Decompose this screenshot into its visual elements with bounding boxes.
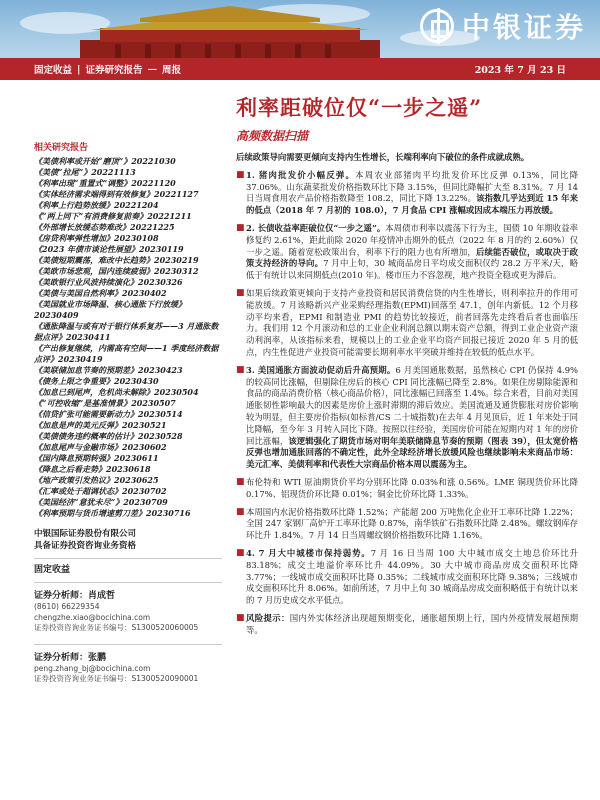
summary-intro: 后续政策导向需要更倾向支持内生性增长，长端利率向下破位的条件成就成熟。 bbox=[236, 152, 530, 162]
report-category: 固定收益 bbox=[34, 65, 73, 76]
item-text: 7 月 16 日当周 100 大中城市成交土地总价环比升 83.18%；成交土地溢价率环比升 44.09%。30 大中城市商品房成交面积环比降 3.77%；一线城市成交面积环比降 0.35%；二线城市成交面积环比降 9.38%；三线城市成交面积环比升 8.06%。如前所述，7 月中上旬 30 城商品房成交面积略低于有统计以来的 7 月历史成交水平低点。 bbox=[246, 547, 579, 606]
item-emphasis: 该逻辑强化了期货市场对明年美联储降息节奏的预期（图表 39），但太宽价格反弹也增加通胀回落的不确定性，此外全球经济增长放缓风险也继续影响未来商品市场：美元汇率、美债利率和代表性大宗商品价格本周以震荡为主。 bbox=[246, 435, 579, 470]
related-reports-list bbox=[34, 156, 222, 519]
analyst-block-1 bbox=[34, 591, 222, 634]
summary-items bbox=[236, 170, 578, 637]
related-report-link[interactable]: 《美国就业市场降温、核心通胀下行放缓》20230409 bbox=[34, 299, 186, 320]
related-report-link[interactable]: 《“两上同下”有消费修复前奏》20221211 bbox=[34, 211, 192, 221]
item-lead: 3. 美国通胀方面波动促动后升高预期。 bbox=[246, 364, 396, 375]
analyst-email[interactable]: peng.zhang_bj@bocichina.com bbox=[34, 663, 151, 673]
related-report-link[interactable]: 《美债短期震荡，难改中长趋势》20230219 bbox=[34, 255, 199, 265]
item-lead: 4. 7 月大中城楼市保持弱势。 bbox=[246, 547, 371, 558]
analyst-name: 证券分析师：张鹏 bbox=[34, 652, 107, 663]
item-lead: 2. 长债收益率距破位仅“一步之遥”。 bbox=[246, 222, 386, 233]
summary-item bbox=[236, 365, 578, 471]
header-banner bbox=[0, 0, 600, 58]
related-report-link[interactable]: 《通胀降温与或有对于银行体系复苏——3 月通胀数据点评》20230411 bbox=[34, 321, 219, 342]
related-report-link[interactable]: 《美债债务违约概率的估计》20230528 bbox=[34, 431, 183, 441]
related-report-link[interactable]: 《美债“拉尾”》20221113 bbox=[34, 167, 136, 177]
related-report-link[interactable]: 《利率出现“重置式”调整》20221120 bbox=[34, 178, 176, 188]
related-report-link[interactable]: 《2023 年债市谈论性展望》20230119 bbox=[34, 244, 184, 254]
related-report-link[interactable]: 《汇率或处于超调状态》20230702 bbox=[34, 486, 167, 496]
item-emphasis: 该指数几乎达到近 15 年来的低点（2018 年 7 月初的 108.0），7 月食品 CPI 涨幅或因成本端压力再放缓。 bbox=[246, 193, 578, 216]
bullet-icon: ■ bbox=[236, 547, 245, 558]
related-report-link[interactable]: 《美欧银行业风波持续演化》20230326 bbox=[34, 277, 183, 287]
section-label: 固定收益 bbox=[34, 565, 71, 575]
item-text: 布伦特和 WTI 原油期货价平均分别环比降 0.03%和涨 0.56%。LME 铜现货价环比降 0.17%、铝现货价环比降 0.01%；铜金比价环比降 1.33%。 bbox=[246, 476, 578, 499]
summary-item bbox=[236, 507, 578, 542]
summary-item bbox=[236, 548, 578, 607]
item-emphasis: 后续能否破位，或取决于政策支持经济的导向。 bbox=[246, 246, 579, 269]
item-text: 如果后续政策更倾向于支持产业投资和居民消费信贷的内生性增长，则利率拉升的作用可能放缓。7 月该略新兴产业采购经理指数(EPMI)回落至 47.1，创年内新低。12 个月移动平均来看，EPMI 和制造业 PMI 的趋势比较接近，前者回落先走终看后者也面临压力。我们用 12 个月滚动和总的工业企业利润总额以期末资产总额，得到工业企业资产滚动利润率，从该指标来看，规模以上的工业企业平均资产回报已接近 2020 年 5 月的低点，内生性促进产业投资可能需要长期利率水平突破并维持在较低的低点水平。 bbox=[246, 287, 578, 357]
report-date: 2023 年 7 月 23 日 bbox=[474, 65, 566, 76]
divider bbox=[34, 558, 222, 559]
related-report-link[interactable]: 《利率预期与货币增速剪刀差》20230716 bbox=[34, 508, 191, 518]
bullet-icon: ■ bbox=[236, 476, 245, 487]
brand-name: 中银证券 bbox=[461, 11, 586, 44]
report-frequency: 周报 bbox=[162, 65, 182, 76]
summary-item bbox=[236, 223, 578, 282]
divider bbox=[34, 582, 222, 583]
summary-item bbox=[236, 288, 578, 359]
related-report-link[interactable]: 《外部增长放缓态势难改》20221225 bbox=[34, 222, 175, 232]
related-report-link[interactable]: 《信贷扩张可能需要新动力》20230514 bbox=[34, 409, 183, 419]
related-report-link[interactable]: 《实体经济需求端得到有效修复》20221127 bbox=[34, 189, 199, 199]
analyst-cert: 证券投资咨询业务证书编号：S1300520090001 bbox=[34, 674, 199, 683]
related-report-link[interactable]: 《“可控收缩”是基准情景》20230507 bbox=[34, 398, 176, 408]
related-report-link[interactable]: 《利率上行趋势放缓》20221204 bbox=[34, 200, 159, 210]
sidebar bbox=[34, 143, 222, 685]
item-text: 6 月美国通胀数据，虽然核心 CPI 仍保持 4.9%的较高同比涨幅，但剔除住房后的核心 CPI 同比涨幅已降至 2.8%。如果住房剔除能源和食品的商品消费价格（核心商品价格），同比涨幅已回落至 1.4%。综合来看，目前对美国通胀韧性影响最大的因素是房价上涨时滞期的滞后效应。美国流通及通货膨胀对房价影响较为明显，但主要房价指标(如标普/CS 二十城指数)在去年 4 月见顶后，近 1 年来处于同比降幅，至今年 3 月转入同比下降。按照以往经验，美国房价可能在短期内对 1 年的房价回比涨幅， bbox=[246, 364, 578, 446]
related-report-link[interactable]: 《债务上限之争重要》20230430 bbox=[34, 376, 159, 386]
analyst-name: 证券分析师：肖成哲 bbox=[34, 591, 116, 601]
related-report-link[interactable]: 《地产政策引发热议》20230625 bbox=[34, 475, 159, 485]
related-report-link[interactable]: 《房贷利率弹性增加》20230108 bbox=[34, 233, 159, 243]
related-report-link[interactable]: 《加息是声的美元反弹》20230521 bbox=[34, 420, 167, 430]
bullet-icon: ■ bbox=[236, 287, 245, 298]
org-info: 中银国际证券股份有限公司 具备证券投资咨询业务资格 bbox=[34, 529, 137, 551]
analyst-cert: 证券投资咨询业务证书编号：S1300520060005 bbox=[34, 623, 199, 632]
bullet-icon: ■ bbox=[236, 169, 245, 180]
item-text: 本周国内水泥价格指数环比降 1.52%；产能超 200 万吨焦化企业开工率环比降 1.22%；全国 247 家钢厂高炉开工率环比降 0.87%，南华铁矿石指数环比降 2.48%。螺纹钢库存环比升 1.84%。7 月 14 日当周螺纹钢价格指数环比降 1.16%。 bbox=[246, 506, 578, 541]
related-report-link[interactable]: 《国内降息预期转强》20230611 bbox=[34, 453, 159, 463]
item-text-continued: 7 月中上旬，30 城商品房日平均成交面积仅约 28.2 万平米/天，略低于有统计以来同期低点(2010 年)。楼市压力不容忽视，地产投资全稳或更为滞后。 bbox=[246, 258, 578, 281]
brand-logo bbox=[420, 6, 586, 46]
related-report-link[interactable]: 《美欧市场悲观，国内连续疲弱》20230312 bbox=[34, 266, 199, 276]
related-report-link[interactable]: 《产出修复继续，内需高有空间——1 季度经济数据点评》20230419 bbox=[34, 343, 219, 364]
item-text: 国内外实体经济出现超预期变化，通胀超预期上行，国内外疫情发展超预期等。 bbox=[246, 612, 578, 635]
related-report-link[interactable]: 《美联储加息节奏的预期差》20230423 bbox=[34, 365, 183, 375]
report-type: 证券研究报告 bbox=[85, 65, 143, 76]
page-title: 利率距破位仅“一步之遥” bbox=[236, 95, 483, 120]
analyst-email[interactable]: chengzhe.xiao@bocichina.com bbox=[34, 612, 151, 622]
related-report-link[interactable]: 《美债利率或开始“磨顶”》20221030 bbox=[34, 156, 176, 166]
main-body bbox=[236, 152, 578, 642]
item-lead: 风险提示： bbox=[246, 612, 290, 623]
related-report-link[interactable]: 《美国经济“意犹未尽”》20230709 bbox=[34, 497, 168, 507]
summary-item bbox=[236, 477, 578, 501]
divider bbox=[34, 644, 222, 645]
related-reports-heading: 相关研究报告 bbox=[34, 143, 89, 153]
summary-item bbox=[236, 170, 578, 217]
bank-of-china-logo-icon bbox=[420, 9, 454, 43]
related-report-link[interactable]: 《降息之后看走势》20230618 bbox=[34, 464, 151, 474]
related-report-link[interactable]: 《美债与美国自然利率》20230402 bbox=[34, 288, 167, 298]
page-subtitle: 高频数据扫描 bbox=[236, 129, 309, 143]
forbidden-city-illustration bbox=[70, 6, 390, 58]
report-meta-bar: 固定收益 | 证券研究报告 — 周报 2023 年 7 月 23 日 bbox=[0, 58, 600, 80]
related-report-link[interactable]: 《加息尾声与金融市场》20230602 bbox=[34, 442, 167, 452]
summary-item bbox=[236, 613, 578, 637]
item-text: 本周农业部猪肉平均批发价环比反弹 0.13%，同比降 37.06%。山东蔬菜批发价格指数环比下降 3.15%，但同比降幅扩大至 8.31%。7 月 14 日当周食用农产品价格指数降至 108.2，同比下降 13.22%。 bbox=[246, 169, 578, 204]
item-lead: 1. 猪肉批发价小幅反弹。 bbox=[246, 169, 356, 180]
related-report-link[interactable]: 《加息已到尾声，危机尚未解除》20230504 bbox=[34, 387, 199, 397]
bullet-icon: ■ bbox=[236, 222, 245, 233]
analyst-phone: (8610) 66229354 bbox=[34, 602, 100, 611]
bullet-icon: ■ bbox=[236, 506, 245, 517]
analyst-block-2 bbox=[34, 653, 222, 685]
bullet-icon: ■ bbox=[236, 612, 245, 623]
bullet-icon: ■ bbox=[236, 364, 245, 375]
item-text: 本周债市利率以震荡下行为主，国债 10 年期收益率修复约 2.61%，距此前除 2020 年疫情冲击期外的低点（2022 年 8 月的约 2.60%）仅一步之遥。随着宽松政策出台，利率下行的阻力也有所增加， bbox=[246, 222, 579, 257]
